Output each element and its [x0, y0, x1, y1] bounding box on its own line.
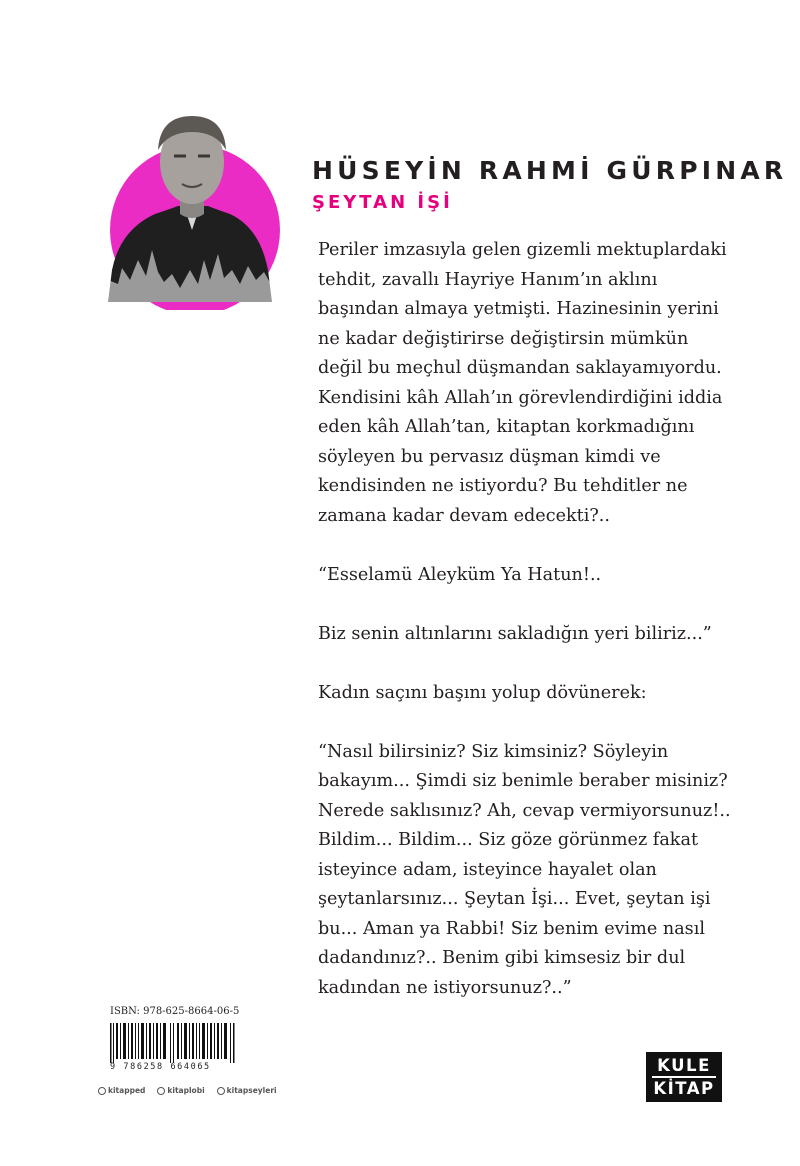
partner-logo-icon [217, 1087, 225, 1095]
blurb-paragraph: Kadın saçını başını yolup dövünerek: [318, 682, 647, 703]
barcode-digits: 9 786258 664065 [110, 1062, 211, 1072]
blurb-paragraph: Periler imzasıyla gelen gizemli mektuplardaki tehdit, zavallı Hayriye Hanım’ın aklını başından almaya yetmişti. Hazinesinin yerini ne kadar değiştirirse değiştirsin mümkün değil bu meçhul düşmandan saklayamıyordu. Kendisini kâh Allah’ın görevlendirdiğini iddia eden kâh Allah’tan, kitaptan korkmadığını söyleyen bu pervasız düşman kimdi ve kendisinden ne istiyordu? Bu tehditler ne zamana kadar devam edecekti?.. [318, 240, 727, 526]
back-cover-blurb [318, 236, 738, 1003]
publisher-name-line2: KİTAP [653, 1078, 715, 1098]
publisher-name-line1: KULE [657, 1056, 711, 1076]
blurb-paragraph: Biz senin altınlarını sakladığın yeri biliriz...” [318, 623, 712, 644]
partner-logo [157, 1086, 204, 1095]
author-portrait [100, 110, 280, 310]
barcode-icon [110, 1023, 238, 1063]
blurb-paragraph: “Nasıl bilirsiniz? Siz kimsiniz? Söyleyin bakayım... Şimdi siz benimle beraber misiniz? Nerede saklısınız? Ah, cevap vermiyorsunuz!.. Bildim... Bildim... Siz göze görünmez fakat isteyince adam, isteyince hayalet olan şeytanlarsınız... Şeytan İşi... Evet, şeytan işi bu... Aman ya Rabbi! Siz benim evime nasıl dadandınız?.. Benim gibi kimsesiz bir dul kadından ne istiyorsunuz?..” [318, 741, 731, 998]
publisher-logo [646, 1052, 722, 1102]
partner-label: kitapseyleri [226, 1086, 277, 1095]
partner-label: kitaplobi [167, 1086, 205, 1095]
partner-logo-icon [157, 1087, 165, 1095]
partner-logos [98, 1086, 277, 1095]
partner-label: kitapped [108, 1086, 146, 1095]
isbn-label: ISBN: 978-625-8664-06-5 [110, 1006, 240, 1017]
publisher-logo-divider [652, 1076, 716, 1078]
blurb-paragraph: “Esselamü Aleyküm Ya Hatun!.. [318, 564, 602, 585]
partner-logo [98, 1086, 145, 1095]
book-title: ŞEYTAN İŞİ [312, 192, 453, 213]
partner-logo-icon [98, 1087, 106, 1095]
partner-logo [217, 1086, 277, 1095]
author-name: HÜSEYİN RAHMİ GÜRPINAR [312, 156, 788, 185]
